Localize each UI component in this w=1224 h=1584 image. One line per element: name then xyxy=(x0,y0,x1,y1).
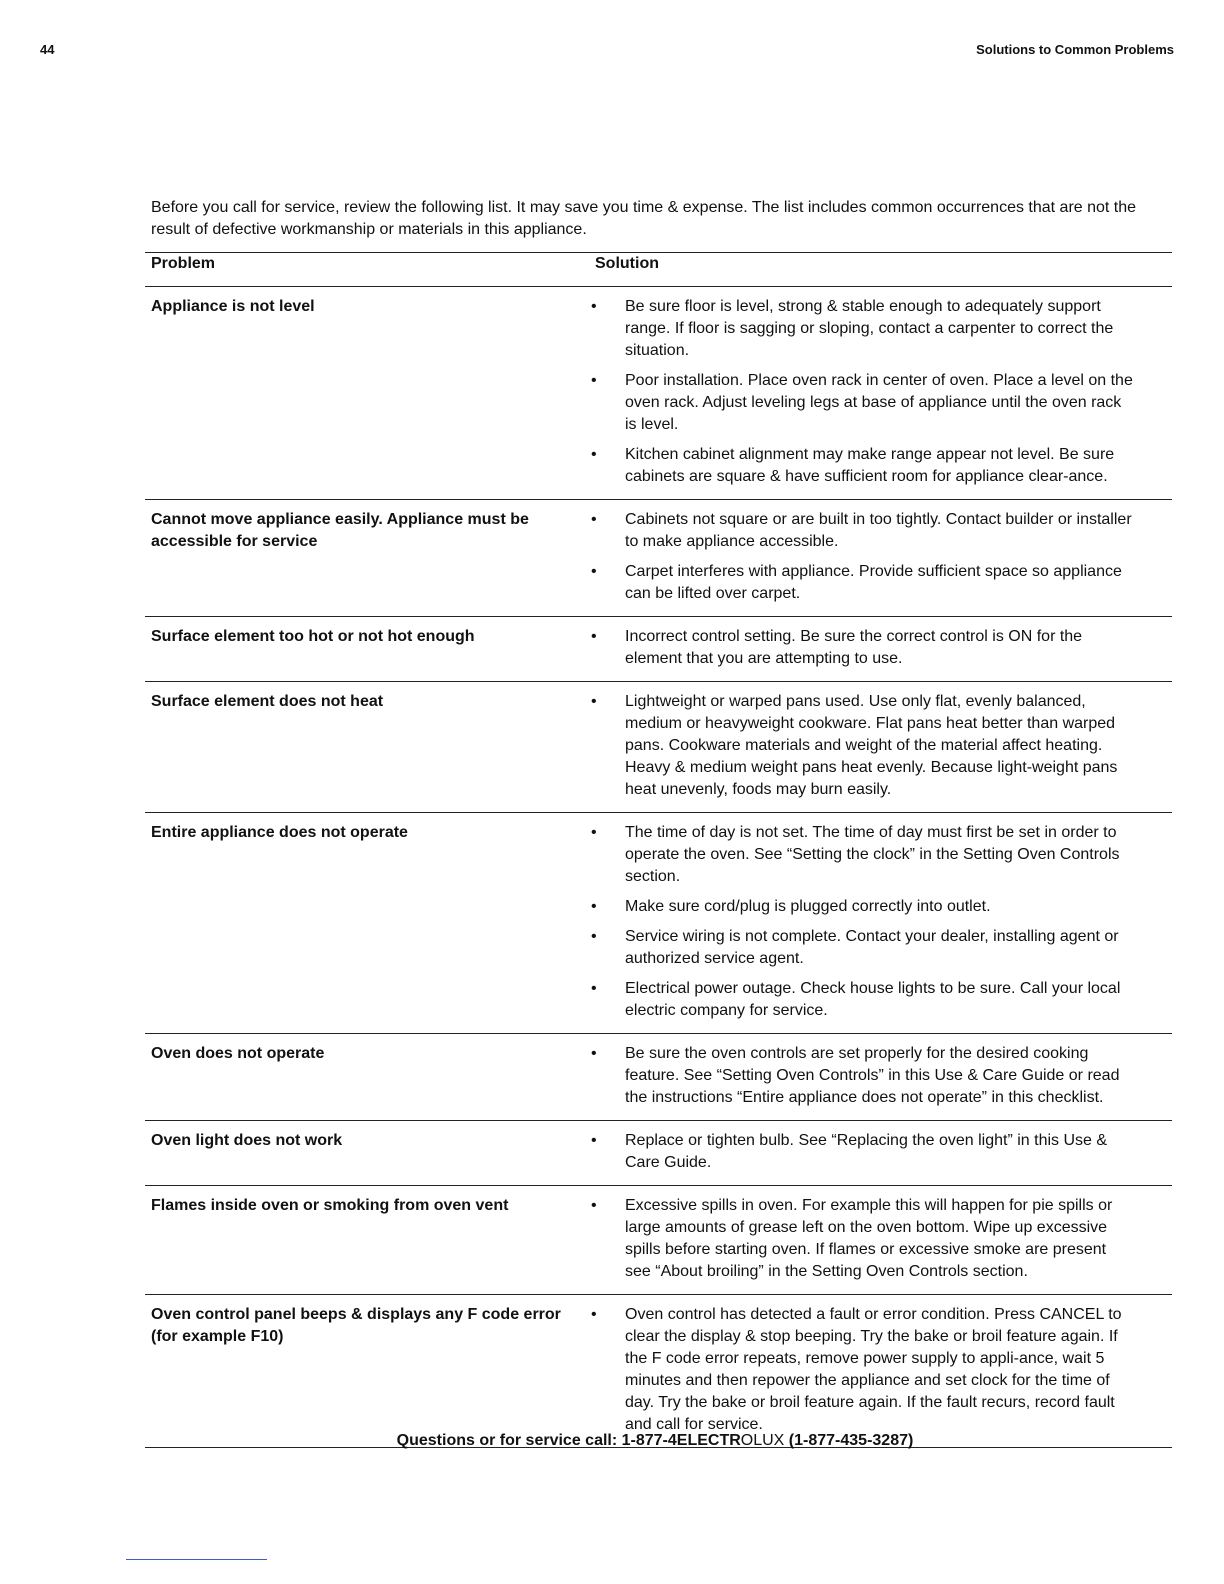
solution-item: • Poor installation. Place oven rack in center of oven. Place a level on the oven rack. Adjust leveling legs at base of appliance until the oven rack is level. xyxy=(591,370,1136,436)
problem-cell: Oven control panel beeps & displays any F code error (for example F10) xyxy=(151,1306,561,1345)
problem-cell: Oven does not operate xyxy=(151,1045,325,1062)
solution-item: • Lightweight or warped pans used. Use only flat, evenly balanced, medium or heavyweight cookware. Flat pans heat better than warped pans. Cookware materials and weight of the material affect heating. Heavy & medium weight pans heat evenly. Because light-weight pans heat unevenly, foods may burn easily. xyxy=(591,691,1136,801)
solution-item: • Be sure the oven controls are set properly for the desired cooking feature. See “Setting Oven Controls” in this Use & Care Guide or read the instructions “Entire appliance does not operate” in this checklist. xyxy=(591,1043,1136,1109)
solution-item: • Kitchen cabinet alignment may make range appear not level. Be sure cabinets are square & have sufficient room for appliance clear-ance. xyxy=(591,444,1136,488)
service-contact-footer xyxy=(145,1432,1165,1450)
column-header-problem: Problem xyxy=(151,255,216,272)
solution-list xyxy=(591,1130,1136,1174)
solution-list xyxy=(591,1195,1136,1283)
table-row xyxy=(145,500,1172,617)
problem-cell: Entire appliance does not operate xyxy=(151,824,408,841)
table-row xyxy=(145,1121,1172,1186)
solution-item: • Make sure cord/plug is plugged correctly into outlet. xyxy=(591,896,1136,918)
page-number: 44 xyxy=(40,42,55,57)
problem-cell: Oven light does not work xyxy=(151,1132,343,1149)
solution-list xyxy=(591,1043,1136,1109)
solution-list xyxy=(591,626,1136,670)
solution-item: • Oven control has detected a fault or error condition. Press CANCEL to clear the display & stop beeping. Try the bake or broil feature again. If the F code error repeats, remove power supply to appli-ance, wait 5 minutes and then repower the appliance and set clock for the time of day. Try the bake or broil feature again. If the fault recurs, record fault and call for service. xyxy=(591,1304,1136,1436)
solution-list xyxy=(591,691,1136,801)
table-row xyxy=(145,287,1172,500)
solution-item: • Replace or tighten bulb. See “Replacing the oven light” in this Use & Care Guide. xyxy=(591,1130,1136,1174)
table-row xyxy=(145,1186,1172,1295)
footer-suffix: (1-877-435-3287) xyxy=(784,1432,914,1449)
solution-list xyxy=(591,509,1136,605)
problem-cell: Surface element too hot or not hot enough xyxy=(151,628,475,645)
solution-item: • Be sure floor is level, strong & stable enough to adequately support range. If floor is sagging or sloping, contact a carpenter to correct the situation. xyxy=(591,296,1136,362)
section-title: Solutions to Common Problems xyxy=(976,42,1174,57)
solution-item: • Electrical power outage. Check house lights to be sure. Call your local electric company for service. xyxy=(591,978,1136,1022)
intro-paragraph: Before you call for service, review the following list. It may save you time & expense. The list includes common occurrences that are not the result of defective workmanship or materials in this appliance. xyxy=(151,199,1137,238)
footer-prefix: Questions or for service call: 1-877-4ELECTR xyxy=(396,1432,741,1449)
solution-list xyxy=(591,1304,1136,1436)
table-row xyxy=(145,1034,1172,1121)
solution-item: • The time of day is not set. The time of day must first be set in order to operate the oven. See “Setting the clock” in the Setting Oven Controls section. xyxy=(591,822,1136,888)
footer-brand-light: OLUX xyxy=(740,1432,785,1449)
table-header xyxy=(145,253,1172,287)
solution-list xyxy=(591,296,1136,488)
solution-item: • Cabinets not square or are built in too tightly. Contact builder or installer to make appliance accessible. xyxy=(591,509,1136,553)
footnote-rule xyxy=(126,1559,267,1560)
problems-table xyxy=(145,252,1172,1448)
table-row xyxy=(145,617,1172,682)
table-row xyxy=(145,682,1172,813)
solution-list xyxy=(591,822,1136,1022)
solution-item: • Excessive spills in oven. For example this will happen for pie spills or large amounts of grease left on the oven bottom. Wipe up excessive spills before starting oven. If flames or excessive smoke are present see “About broiling” in the Setting Oven Controls section. xyxy=(591,1195,1136,1283)
solution-item: • Carpet interferes with appliance. Provide sufficient space so appliance can be lifted over carpet. xyxy=(591,561,1136,605)
solution-item: • Incorrect control setting. Be sure the correct control is ON for the element that you are attempting to use. xyxy=(591,626,1136,670)
problem-cell: Appliance is not level xyxy=(151,298,315,315)
column-header-solution: Solution xyxy=(595,255,659,272)
solution-item: • Service wiring is not complete. Contact your dealer, installing agent or authorized service agent. xyxy=(591,926,1136,970)
table-row xyxy=(145,1295,1172,1448)
table-row xyxy=(145,813,1172,1034)
problem-cell: Flames inside oven or smoking from oven vent xyxy=(151,1197,509,1214)
problem-cell: Cannot move appliance easily. Appliance must be accessible for service xyxy=(151,511,529,550)
problem-cell: Surface element does not heat xyxy=(151,693,384,710)
